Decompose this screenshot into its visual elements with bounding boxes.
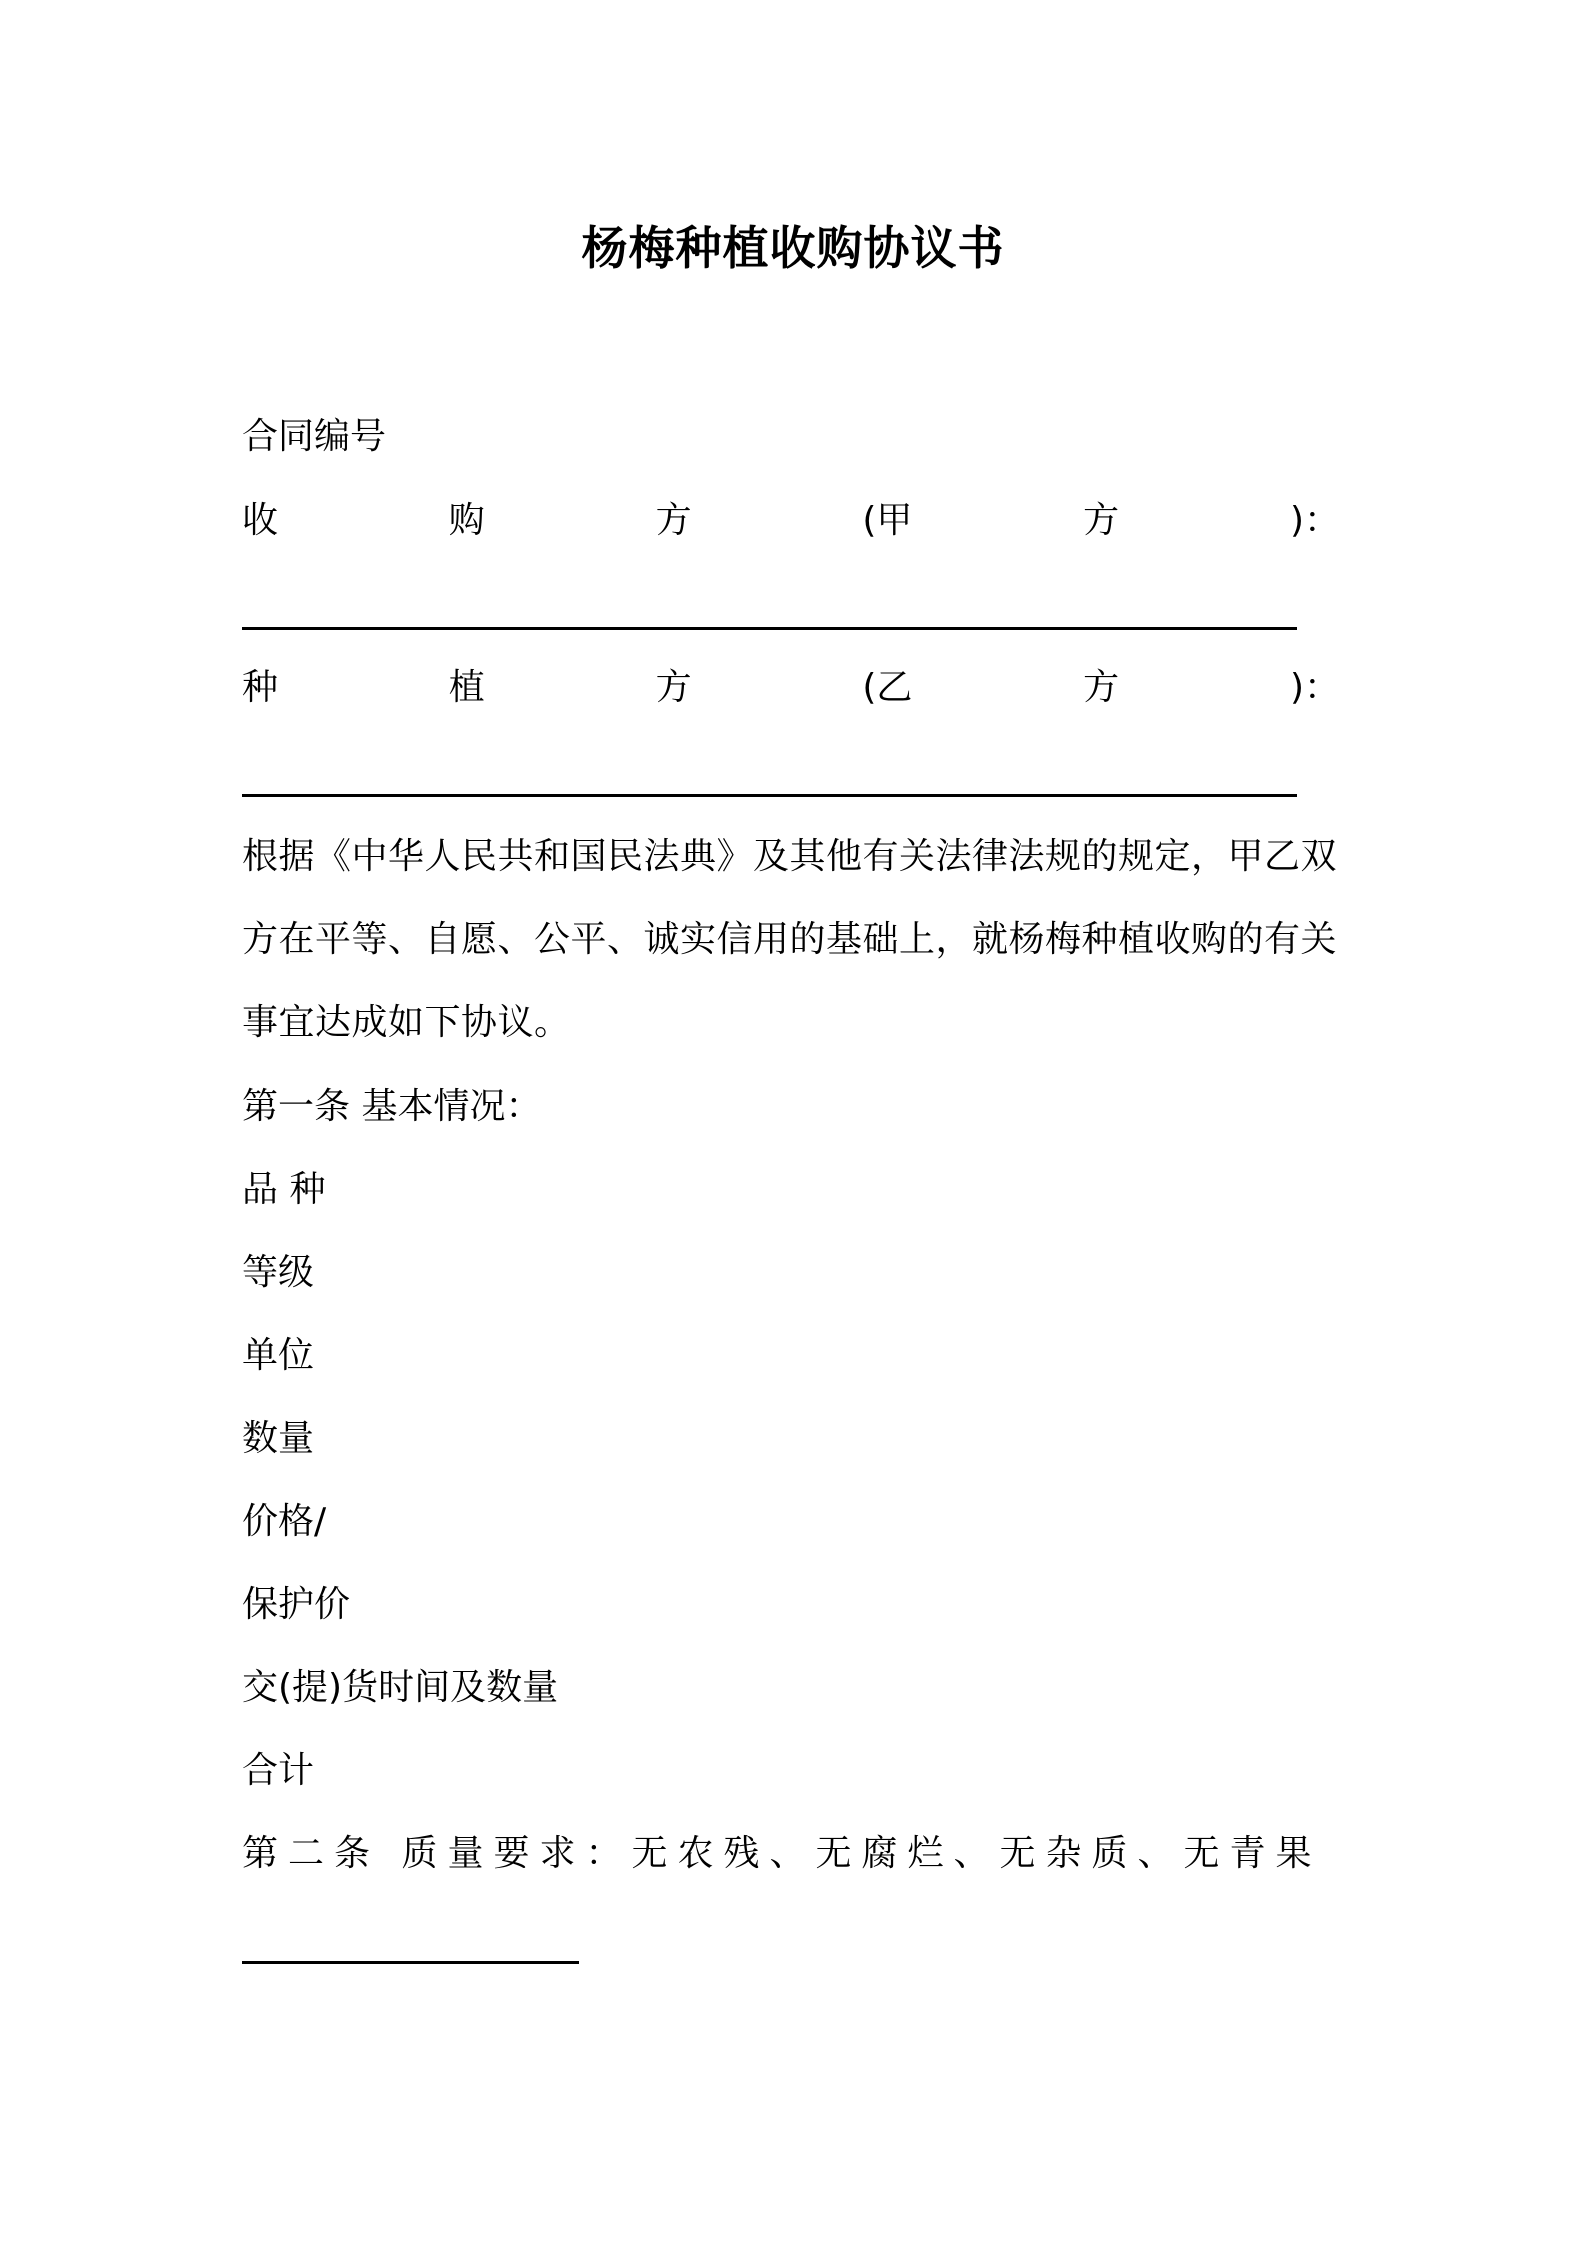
quality-fill-blank — [242, 1961, 579, 1964]
article-1-heading: 第一条 基本情况： — [242, 1086, 542, 1127]
buyer-char-6: )： — [1289, 500, 1340, 541]
buyer-char-3: 方 — [655, 500, 692, 541]
grower-fill-blank — [242, 794, 1297, 797]
grower-char-6: )： — [1289, 667, 1340, 708]
grower-char-5: 方 — [1083, 667, 1120, 708]
grower-char-3: 方 — [655, 667, 692, 708]
buyer-char-1: 收 — [242, 500, 279, 541]
buyer-char-5: 方 — [1083, 500, 1120, 541]
grower-char-2: 植 — [448, 667, 485, 708]
buyer-char-4: (甲 — [862, 500, 913, 541]
intro-paragraph: 根据《中华人民共和国民法典》及其他有关法律法规的规定，甲乙双方在平等、自愿、公平、诚实信用的基础上，就杨梅种植收购的有关事宜达成如下协议。 — [242, 836, 1338, 1043]
grower-char-1: 种 — [242, 667, 279, 708]
field-total: 合计 — [242, 1750, 315, 1791]
field-quantity: 数量 — [242, 1418, 315, 1459]
article-2-quality: 第二条 质量要求：无农残、无腐烂、无杂质、无青果 — [242, 1833, 1322, 1874]
field-protected-price: 保护价 — [242, 1584, 351, 1625]
field-grade: 等级 — [242, 1252, 315, 1293]
grower-party-line — [242, 663, 1340, 713]
grower-char-4: (乙 — [862, 667, 913, 708]
field-price: 价格/ — [242, 1501, 327, 1542]
buyer-char-2: 购 — [448, 500, 485, 541]
field-unit: 单位 — [242, 1335, 315, 1376]
document-title: 杨梅种植收购协议书 — [581, 221, 1005, 275]
field-delivery-time: 交(提)货时间及数量 — [242, 1667, 559, 1708]
buyer-fill-blank — [242, 627, 1297, 630]
buyer-party-line — [242, 496, 1340, 546]
field-variety: 品 种 — [242, 1169, 326, 1210]
contract-number-label: 合同编号 — [242, 416, 387, 457]
